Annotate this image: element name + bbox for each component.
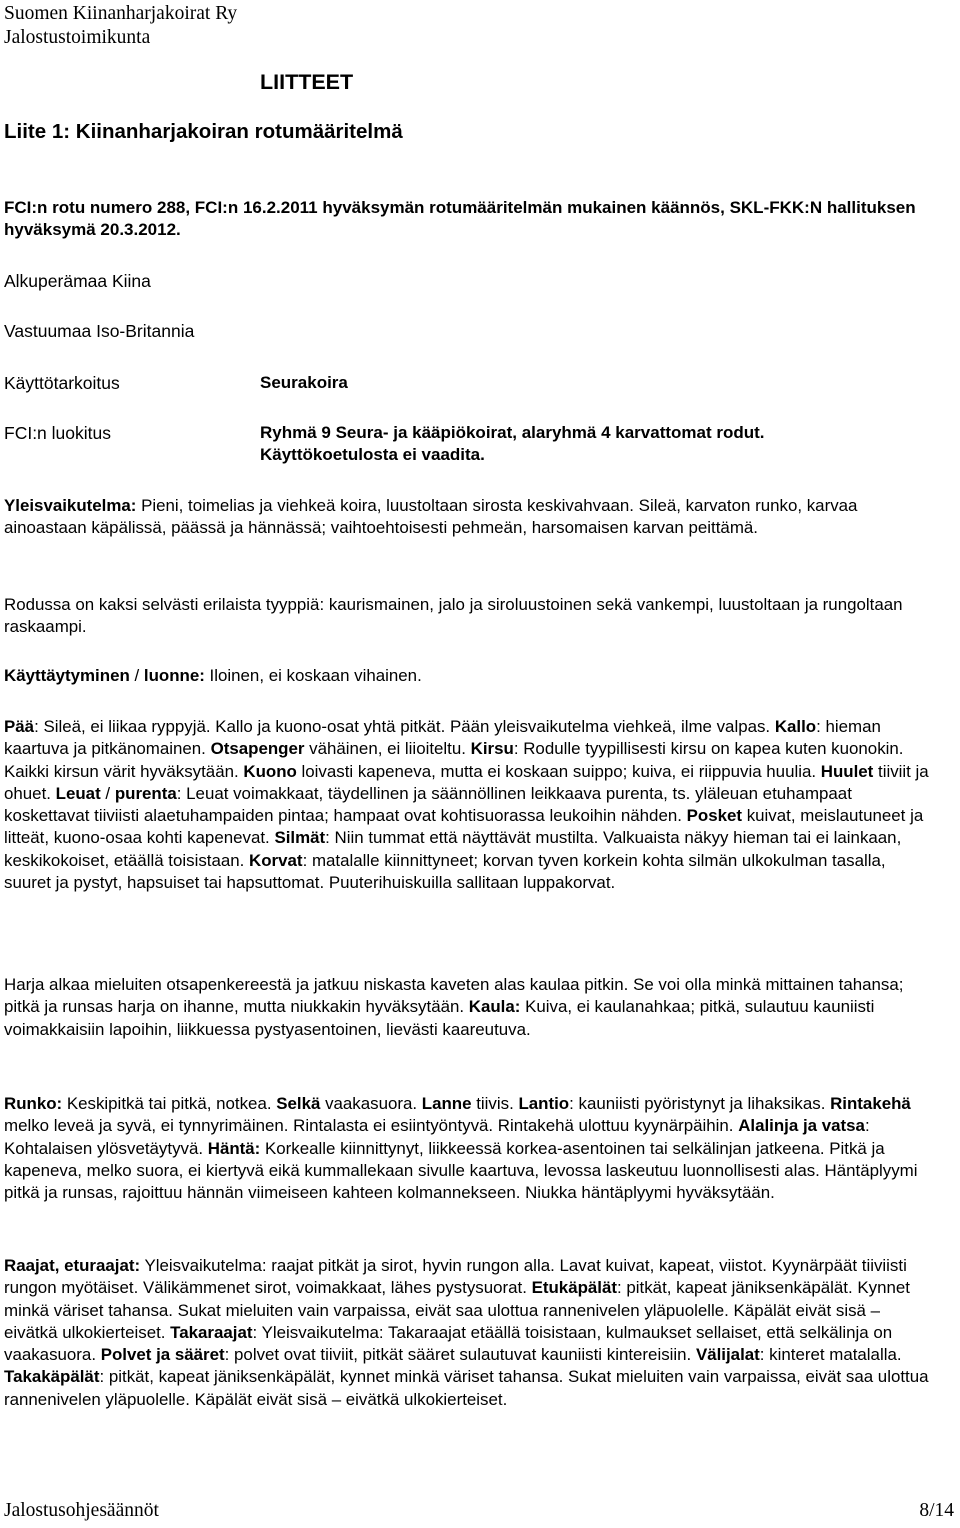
term-text: Yleisvaikutelma: raajat pitkät ja sirot, hyvin rungon alla. Lavat kuivat, kapeat, viistot. Kyynärpäät tiiviisti rungon myötäiset. Välikämmenet sirot, voimakkaat, lähes pystysuorat. <box>4 1256 907 1298</box>
term-text: tiiviit ja ohuet. <box>4 761 929 803</box>
usage-value <box>260 372 348 394</box>
limbs-paragraph <box>4 1255 934 1411</box>
term-label: Takakäpälät <box>4 1367 100 1387</box>
term-text: / <box>100 783 115 803</box>
org-name: Suomen Kiinanharjakoirat Ry <box>4 3 238 24</box>
term-label: Alalinja ja vatsa <box>738 1116 865 1136</box>
usage-value-line: Seurakoira <box>260 373 348 392</box>
term-label: Selkä <box>276 1094 321 1113</box>
term-text: : hieman kaartuva ja pitkänomainen. <box>4 717 881 759</box>
term-label: Lanne <box>421 1094 472 1113</box>
types-paragraph: Rodussa on kaksi selvästi erilaista tyyppiä: kaurismainen, jalo ja siroluustoinen sekä vankempi, luustoltaan ja rungoltaan raskaampi. <box>4 595 903 637</box>
term-text: Korkealle kiinnittynyt, liikkeessä korkea-asentoinen tai selkälinjan jatkeena. Pitkä ja kapeneva, melko suora, ei kiertyvä eikä kummallekaan sivulle kaartuva, levossa laskeutuu luonnollisesti alas. Häntäplyymi pitkä ja runsas, rajoittuu hännän viimeiseen kahteen kolmannekseen. Niukka häntäplyymi hyväksytään. <box>4 1138 918 1203</box>
term-label: Huulet <box>820 761 874 781</box>
term-label: Korvat <box>249 850 303 870</box>
term-label: Posket <box>686 806 743 826</box>
term-text: : matalalle kiinnittyneet; korvan tyven korkein kohta silmän ulkokulman tasalla, suuret ja pystyt, hapsuiset tai hapsuttomat. Puuterihuiskuilla sallitaan luppakorvat. <box>4 850 886 893</box>
behaviour-paragraph <box>4 665 934 687</box>
classification-line: Käyttökoetulosta ei vaadita. <box>260 445 485 464</box>
term-text: : Niin tummat että näyttävät mustilta. Valkuaista näkyy hieman tai ei lainkaan, keskikokoiset, etäällä toisistaan. <box>4 828 902 870</box>
origin-line: Alkuperämaa Kiina <box>4 271 151 291</box>
term-label: Kuono <box>243 761 297 781</box>
appendix-title: Liite 1: Kiinanharjakoiran rotumääritelmä <box>4 120 403 143</box>
general-appearance-paragraph <box>4 495 934 540</box>
term-label: Välijalat <box>695 1345 760 1365</box>
term-label: Kaula: <box>468 997 521 1017</box>
term-text: kuivat, meislautuneet ja litteät, kuono-osaa kohti kapenevat. <box>4 806 924 848</box>
patronage-line: Vastuumaa Iso-Britannia <box>4 321 195 341</box>
page-header <box>4 2 237 50</box>
term-text: melko leveä ja syvä, ei tynnyrimäinen. Rintalasta ei esiintyöntyvä. Rintakehä ulottuu kyynärpäihin. <box>4 1116 739 1136</box>
term-label: Leuat <box>55 783 101 803</box>
footer-label: Jalostusohjesäännöt <box>4 1500 159 1521</box>
term-label: Kirsu <box>470 739 514 759</box>
classification-value <box>260 422 765 466</box>
term-label: Etukäpälät <box>531 1278 618 1298</box>
intro-paragraph: FCI:n rotu numero 288, FCI:n 16.2.2011 hyväksymän rotumääritelmän mukainen käännös, SKL-FKK:N hallituksen hyväksymä 20.3.2012. <box>4 198 916 239</box>
term-text: : Rodulle tyypillisesti kirsu on kapea kuten kuonokin. Kaikki kirsun värit hyväksytään. <box>4 739 904 781</box>
term-text: : Yleisvaikutelma: Takaraajat etäällä toisistaan, kulmaukset sellaiset, että selkälinja on vaakasuora. <box>4 1322 893 1365</box>
term-text: : pitkät, kapeat jäniksenkäpälät, kynnet minkä väriset tahansa. Sukat mieluiten vain varpaissa, eivät saa ulottua rannenivelen yläpuolelle. Käpälät eivät sisä – eivätkä ulkokierteiset. <box>4 1367 929 1409</box>
term-label: purenta <box>114 783 177 803</box>
term-text: : pitkät, kapeat jäniksenkäpälät. Kynnet minkä väriset tahansa. Sukat mieluiten vain varpaissa, eivät saa ulottua rannenivelen yläpuolelle. Käpälät eivät sisä – eivätkä ulkokierteiset. <box>4 1278 910 1342</box>
term-label: Rintakehä <box>830 1094 911 1113</box>
head-paragraph <box>4 716 934 894</box>
term-label: Silmät <box>274 828 326 848</box>
term-label: Runko: <box>4 1094 63 1113</box>
term-label: Pää <box>4 717 35 736</box>
term-text: tiivis. <box>471 1094 519 1113</box>
classification-line: Ryhmä 9 Seura- ja kääpiökoirat, alaryhmä 4 karvattomat rodut. <box>260 423 765 442</box>
term-label: Takaraajat <box>170 1322 253 1342</box>
term-text: : Kohtalaisen ylösvetäytyvä. <box>4 1116 870 1158</box>
term-label: Häntä: <box>207 1138 261 1158</box>
term-label: Kallo <box>774 717 817 736</box>
term-text: : Sileä, ei liikaa ryppyjä. Kallo ja kuono-osat yhtä pitkät. Pään yleisvaikutelma viehkeä, ilme valpas. <box>34 717 775 736</box>
classification-label: FCI:n luokitus <box>4 423 111 443</box>
term-label: Raajat, eturaajat: <box>4 1256 141 1275</box>
page-title: LIITTEET <box>260 70 354 94</box>
body-paragraph <box>4 1093 934 1204</box>
general-appearance-label: Yleisvaikutelma: <box>4 496 137 515</box>
neck-paragraph <box>4 974 934 1041</box>
org-unit: Jalostustoimikunta <box>4 27 151 48</box>
temperament-label: luonne: <box>143 666 205 685</box>
term-text: Harja alkaa mieluiten otsapenkereestä ja jatkuu niskasta kaveten alas kaulaa pitkin. Se voi olla minkä mittainen tahansa; pitkä ja runsas harja on ihanne, mutta niukkakin hyväksytään. <box>4 975 904 1017</box>
behaviour-separator: / <box>129 666 144 685</box>
general-appearance-text: Pieni, toimelias ja viehkeä koira, luustoltaan sirosta keskivahvaan. Sileä, karvaton runko, karvaa ainoastaan käpälissä, päässä ja hännässä; vaihtoehtoisesti pehmeän, harsomaisen karvan peittämä. <box>4 496 858 538</box>
term-text: Kuiva, ei kaulanahkaa; pitkä, sulautuu kauniisti voimakkaisiin lapoihin, liikkuessa pystyasentoinen, lievästi kaareutuva. <box>4 997 875 1039</box>
term-text: loivasti kapeneva, mutta ei koskaan suippo; kuiva, ei riippuvia huulia. <box>296 761 821 781</box>
term-text: : kinteret matalalla. <box>759 1345 902 1365</box>
term-label: Polvet ja sääret <box>100 1345 225 1365</box>
term-text: : kauniisti pyöristynyt ja lihaksikas. <box>569 1094 831 1113</box>
term-label: Otsapenger <box>210 739 305 759</box>
term-label: Lantio <box>518 1094 570 1113</box>
usage-label: Käyttötarkoitus <box>4 373 120 393</box>
page-number: 8/14 <box>919 1500 954 1521</box>
term-text: : Leuat voimakkaat, täydellinen ja säännöllinen leikkaava purenta, ts. yläleuan etuhampaat koskettavat tiiviisti alaetuhampaiden pintaa; hampaat ovat kohtisuorassa leukoihin nähden. <box>4 783 852 826</box>
behaviour-text: Iloinen, ei koskaan vihainen. <box>204 666 422 685</box>
term-text: vaakasuora. <box>320 1094 422 1113</box>
behaviour-label: Käyttäytyminen <box>4 666 130 685</box>
term-text: Keskipitkä tai pitkä, notkea. <box>62 1094 277 1113</box>
term-text: : polvet ovat tiiviit, pitkät sääret sulautuvat kauniisti kintereisiin. <box>224 1345 696 1365</box>
term-text: vähäinen, ei liioiteltu. <box>304 739 471 759</box>
